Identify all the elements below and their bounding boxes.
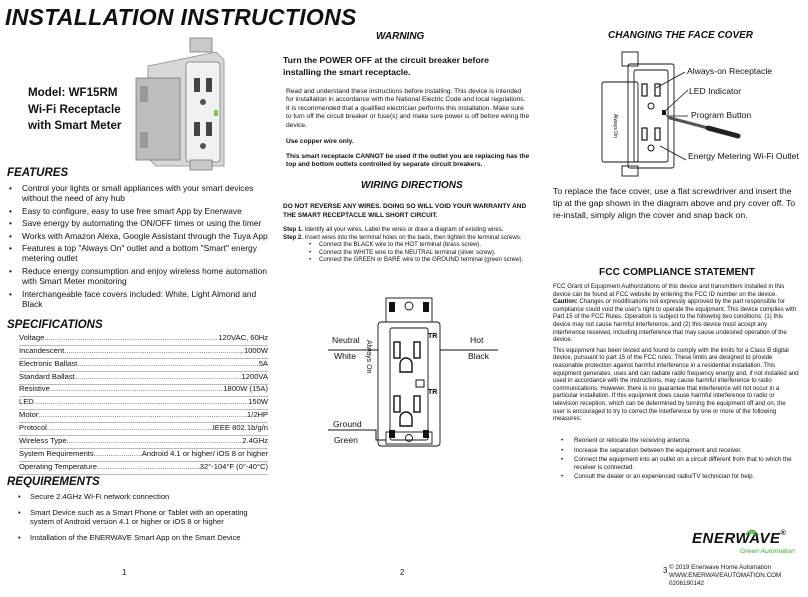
doc-number: 0206190142 bbox=[669, 579, 705, 587]
page-number: 1 bbox=[122, 568, 127, 577]
registered-mark: ® bbox=[780, 530, 787, 537]
callout-energy-metering: Energy Metering Wi-Fi Outlet bbox=[688, 151, 799, 161]
spec-value: 32°-104°F (0°-40°C) bbox=[199, 462, 268, 471]
requirements-list bbox=[18, 492, 256, 548]
list-item: • Installation of the ENERWAVE Smart App on the Smart Device bbox=[18, 533, 256, 543]
specifications-heading: SPECIFICATIONS bbox=[7, 319, 103, 331]
spec-row bbox=[19, 436, 268, 449]
list-item: • Interchangeable face covers included: White, Light Almond and Black bbox=[8, 289, 270, 310]
fcc-paragraph: This equipment has been tested and found to comply with the limits for a Class B digital device, pursuant to part 15 of the FCC rules. These limits are designed to provide reasonable protection against harmful interference in a residential installation. This equipment generates, uses and can radiate radio frequency energy and, if not installed and used in accordance with the instructions, may cause harmful interference to radio communications. However, there is no guarantee that interference will not occur in a particular installation. If this equipment does cause harmful interference to radio or television reception, which can be determined by turning the equipment off and on, the user is encouraged to try to correct the interference by one or more of the following measures: bbox=[553, 346, 799, 423]
warning-heading: WARNING bbox=[376, 31, 425, 42]
list-item: • Connect the GREEN or BARE wire to the GROUND terminal (green screw). bbox=[319, 256, 537, 264]
spec-label: System Requirements bbox=[19, 449, 94, 458]
spec-label: Electronic Ballast bbox=[19, 359, 78, 368]
wifi-wave-icon bbox=[744, 526, 760, 536]
spec-row bbox=[19, 423, 268, 436]
list-item: • Connect the WHITE wire to the NEUTRAL terminal (silver screw). bbox=[319, 249, 537, 257]
spec-row bbox=[19, 449, 268, 462]
fcc-paragraph: FCC Grant of Equipment Authorizations of this device and transmitters installed in this device can be found at FCC website by entering the FCC ID number on the device. bbox=[553, 283, 785, 298]
spec-label: Motor bbox=[19, 410, 39, 419]
list-item: • Smart Device such as a Smart Phone or Tablet with an operating system of Android version 4.1 or higher or iOS 8 or higher bbox=[18, 508, 256, 527]
spec-value: 1200VA bbox=[241, 372, 268, 381]
spec-row bbox=[19, 384, 268, 397]
spec-label: Standard Ballast bbox=[19, 372, 75, 381]
spec-label: Incandescent bbox=[19, 346, 65, 355]
brand-logo bbox=[692, 530, 786, 547]
features-heading: FEATURES bbox=[7, 167, 69, 179]
green-label: Green bbox=[334, 435, 358, 445]
step-label: Step 2. bbox=[283, 233, 303, 241]
page-number: 2 bbox=[400, 568, 405, 577]
list-item: • Connect the equipment into an outlet on a circuit different from that to which the receiver is connected. bbox=[553, 456, 793, 471]
list-item: • Easy to configure, easy to use free smart App by Enerwave bbox=[8, 206, 270, 216]
requirements-heading: REQUIREMENTS bbox=[7, 476, 100, 488]
list-item: • Reorient or relocate the receiving antenna. bbox=[553, 437, 793, 445]
face-cover-heading: CHANGING THE FACE COVER bbox=[608, 30, 754, 41]
spec-label: Operating Temperature bbox=[19, 462, 97, 471]
spec-value: IEEE 802.1b/g/n bbox=[212, 423, 268, 432]
step-label: Step 1. bbox=[283, 226, 303, 233]
page-number: 3 bbox=[663, 566, 668, 575]
spec-value: 2.4GHz bbox=[242, 436, 268, 445]
hot-label: Hot bbox=[470, 335, 484, 345]
list-item: • Works with Amazon Alexa, Google Assistant through the Tuya App bbox=[8, 231, 270, 241]
spec-value: 120VAC, 60Hz bbox=[218, 333, 268, 342]
white-label: White bbox=[334, 351, 356, 361]
spec-label: Voltage bbox=[19, 333, 45, 342]
always-on-label: Always On bbox=[365, 340, 372, 374]
spec-value: 1000W bbox=[243, 346, 268, 355]
list-item: • Secure 2.4GHz Wi-Fi network connection bbox=[18, 492, 256, 502]
caution-text: Changes or modifications not expressly approved by the part responsible for compliance could void the user's right to operate the equipment. This device complies with Part 15 of the FCC Rules. Operation is subject to the following two conditions: (1) this device may not cause harmful interference, and (2) this device must accept any interference received, including interference that may cause undesired operation of the device. bbox=[553, 298, 797, 344]
page-title: INSTALLATION INSTRUCTIONS bbox=[5, 4, 357, 30]
website: WWW.ENERWAVEAUTOMATION.COM bbox=[669, 571, 782, 579]
brand-name: ENERWAVE bbox=[692, 530, 781, 547]
callout-program-button: Program Button bbox=[691, 110, 752, 120]
features-list bbox=[8, 183, 270, 311]
caution-label: Caution: bbox=[553, 298, 578, 306]
model-line: with Smart Meter bbox=[28, 119, 122, 132]
neutral-label: Neutral bbox=[332, 335, 360, 345]
fcc-measures-list bbox=[553, 437, 793, 483]
list-item: • Increase the separation between the equipment and receiver. bbox=[553, 447, 793, 455]
warning-bold: Turn the POWER OFF at the circuit breaker before installing the smart receptacle. bbox=[283, 55, 489, 77]
spec-value: Android 4.1 or higher/ iOS 8 or higher bbox=[141, 449, 268, 458]
spec-label: Wireless Type bbox=[19, 436, 67, 445]
model-info bbox=[28, 85, 121, 135]
spec-label: Protocol bbox=[19, 423, 47, 432]
copyright: © 2019 Enerwave Home Automation bbox=[669, 564, 771, 571]
fcc-statement bbox=[553, 283, 799, 423]
list-item: • Features a top "Always On" outlet and a bottom "Smart" energy metering outlet bbox=[8, 243, 270, 264]
spec-row bbox=[19, 397, 268, 410]
fcc-paragraph bbox=[553, 298, 799, 344]
warning-text: Read and understand these instructions before installing. This device is intended for installation in accordance with the National Electric Code and local regulations. It is recommended that a qualified electrician performs this installation. Make sure to turn off the circuit breaker or fuse(s) and make sure power is off before wiring the device. bbox=[286, 88, 530, 129]
spec-row bbox=[19, 346, 268, 359]
callout-always-on: Always-on Receptacle bbox=[687, 66, 773, 76]
spec-value: 5A bbox=[258, 359, 268, 368]
spec-value: 150W bbox=[248, 397, 268, 406]
wiring-warning: DO NOT REVERSE ANY WIRES. DOING SO WILL VOID YOUR WARRANTY AND THE SMART RECEPTACLE WILL SHORT CIRCUIT. bbox=[283, 203, 527, 219]
spec-row bbox=[19, 462, 268, 475]
spec-row bbox=[19, 333, 268, 346]
step-text: Insert wires into the terminal holes on the back, then tighten the terminal screws. bbox=[304, 233, 522, 241]
list-item: • Control your lights or small appliances with your smart devices without the need of any hub bbox=[8, 183, 270, 204]
black-label: Black bbox=[468, 351, 490, 361]
model-line: Wi-Fi Receptacle bbox=[28, 102, 121, 116]
spec-value: 1800W (15A) bbox=[223, 384, 268, 393]
model-line: Model: WF15RM bbox=[28, 86, 118, 99]
tr-label: TR bbox=[428, 389, 438, 396]
fcc-heading: FCC COMPLIANCE STATEMENT bbox=[599, 267, 755, 278]
list-item: • Consult the dealer or an experienced radio/TV technician for help. bbox=[553, 473, 793, 481]
spec-row bbox=[19, 359, 268, 372]
brand-tagline: Green Automation bbox=[740, 548, 795, 555]
face-cover-text: To replace the face cover, use a flat screwdriver and insert the tip at the gap shown in the diagram above and pry cover off. To re-install, simply align the cover and snap back on. bbox=[553, 186, 796, 220]
separate-circuit-note: This smart receptacle CANNOT be used if the outlet you are replacing has the top and bottom outlets controlled by separate circuit breakers. bbox=[286, 153, 530, 169]
list-item: • Connect the BLACK wire to the HOT terminal (brass screw). bbox=[319, 241, 537, 249]
spec-label: LED bbox=[19, 397, 34, 406]
spec-label: Resistive bbox=[19, 384, 50, 393]
callout-led-indicator: LED Indicator bbox=[689, 86, 742, 96]
list-item: • Save energy by automating the ON/OFF times or using the timer bbox=[8, 218, 270, 228]
spec-row bbox=[19, 410, 268, 423]
wiring-heading: WIRING DIRECTIONS bbox=[361, 180, 463, 191]
diagram-always-on-text: Always On bbox=[612, 114, 618, 138]
spec-value: 1/2HP bbox=[246, 410, 268, 419]
tr-label: TR bbox=[428, 333, 438, 340]
wiring-steps bbox=[283, 226, 537, 264]
list-item: • Reduce energy consumption and enjoy wireless home automation with Smart Meter monitoring bbox=[8, 266, 270, 287]
wire-steps-list bbox=[283, 241, 537, 264]
ground-label: Ground bbox=[333, 419, 362, 429]
product-image bbox=[128, 34, 240, 172]
copper-note: Use copper wire only. bbox=[286, 138, 354, 145]
company-info bbox=[669, 564, 781, 587]
step-text: Identify all your wires. Label the wires or draw a diagram of existing wires. bbox=[304, 226, 504, 233]
